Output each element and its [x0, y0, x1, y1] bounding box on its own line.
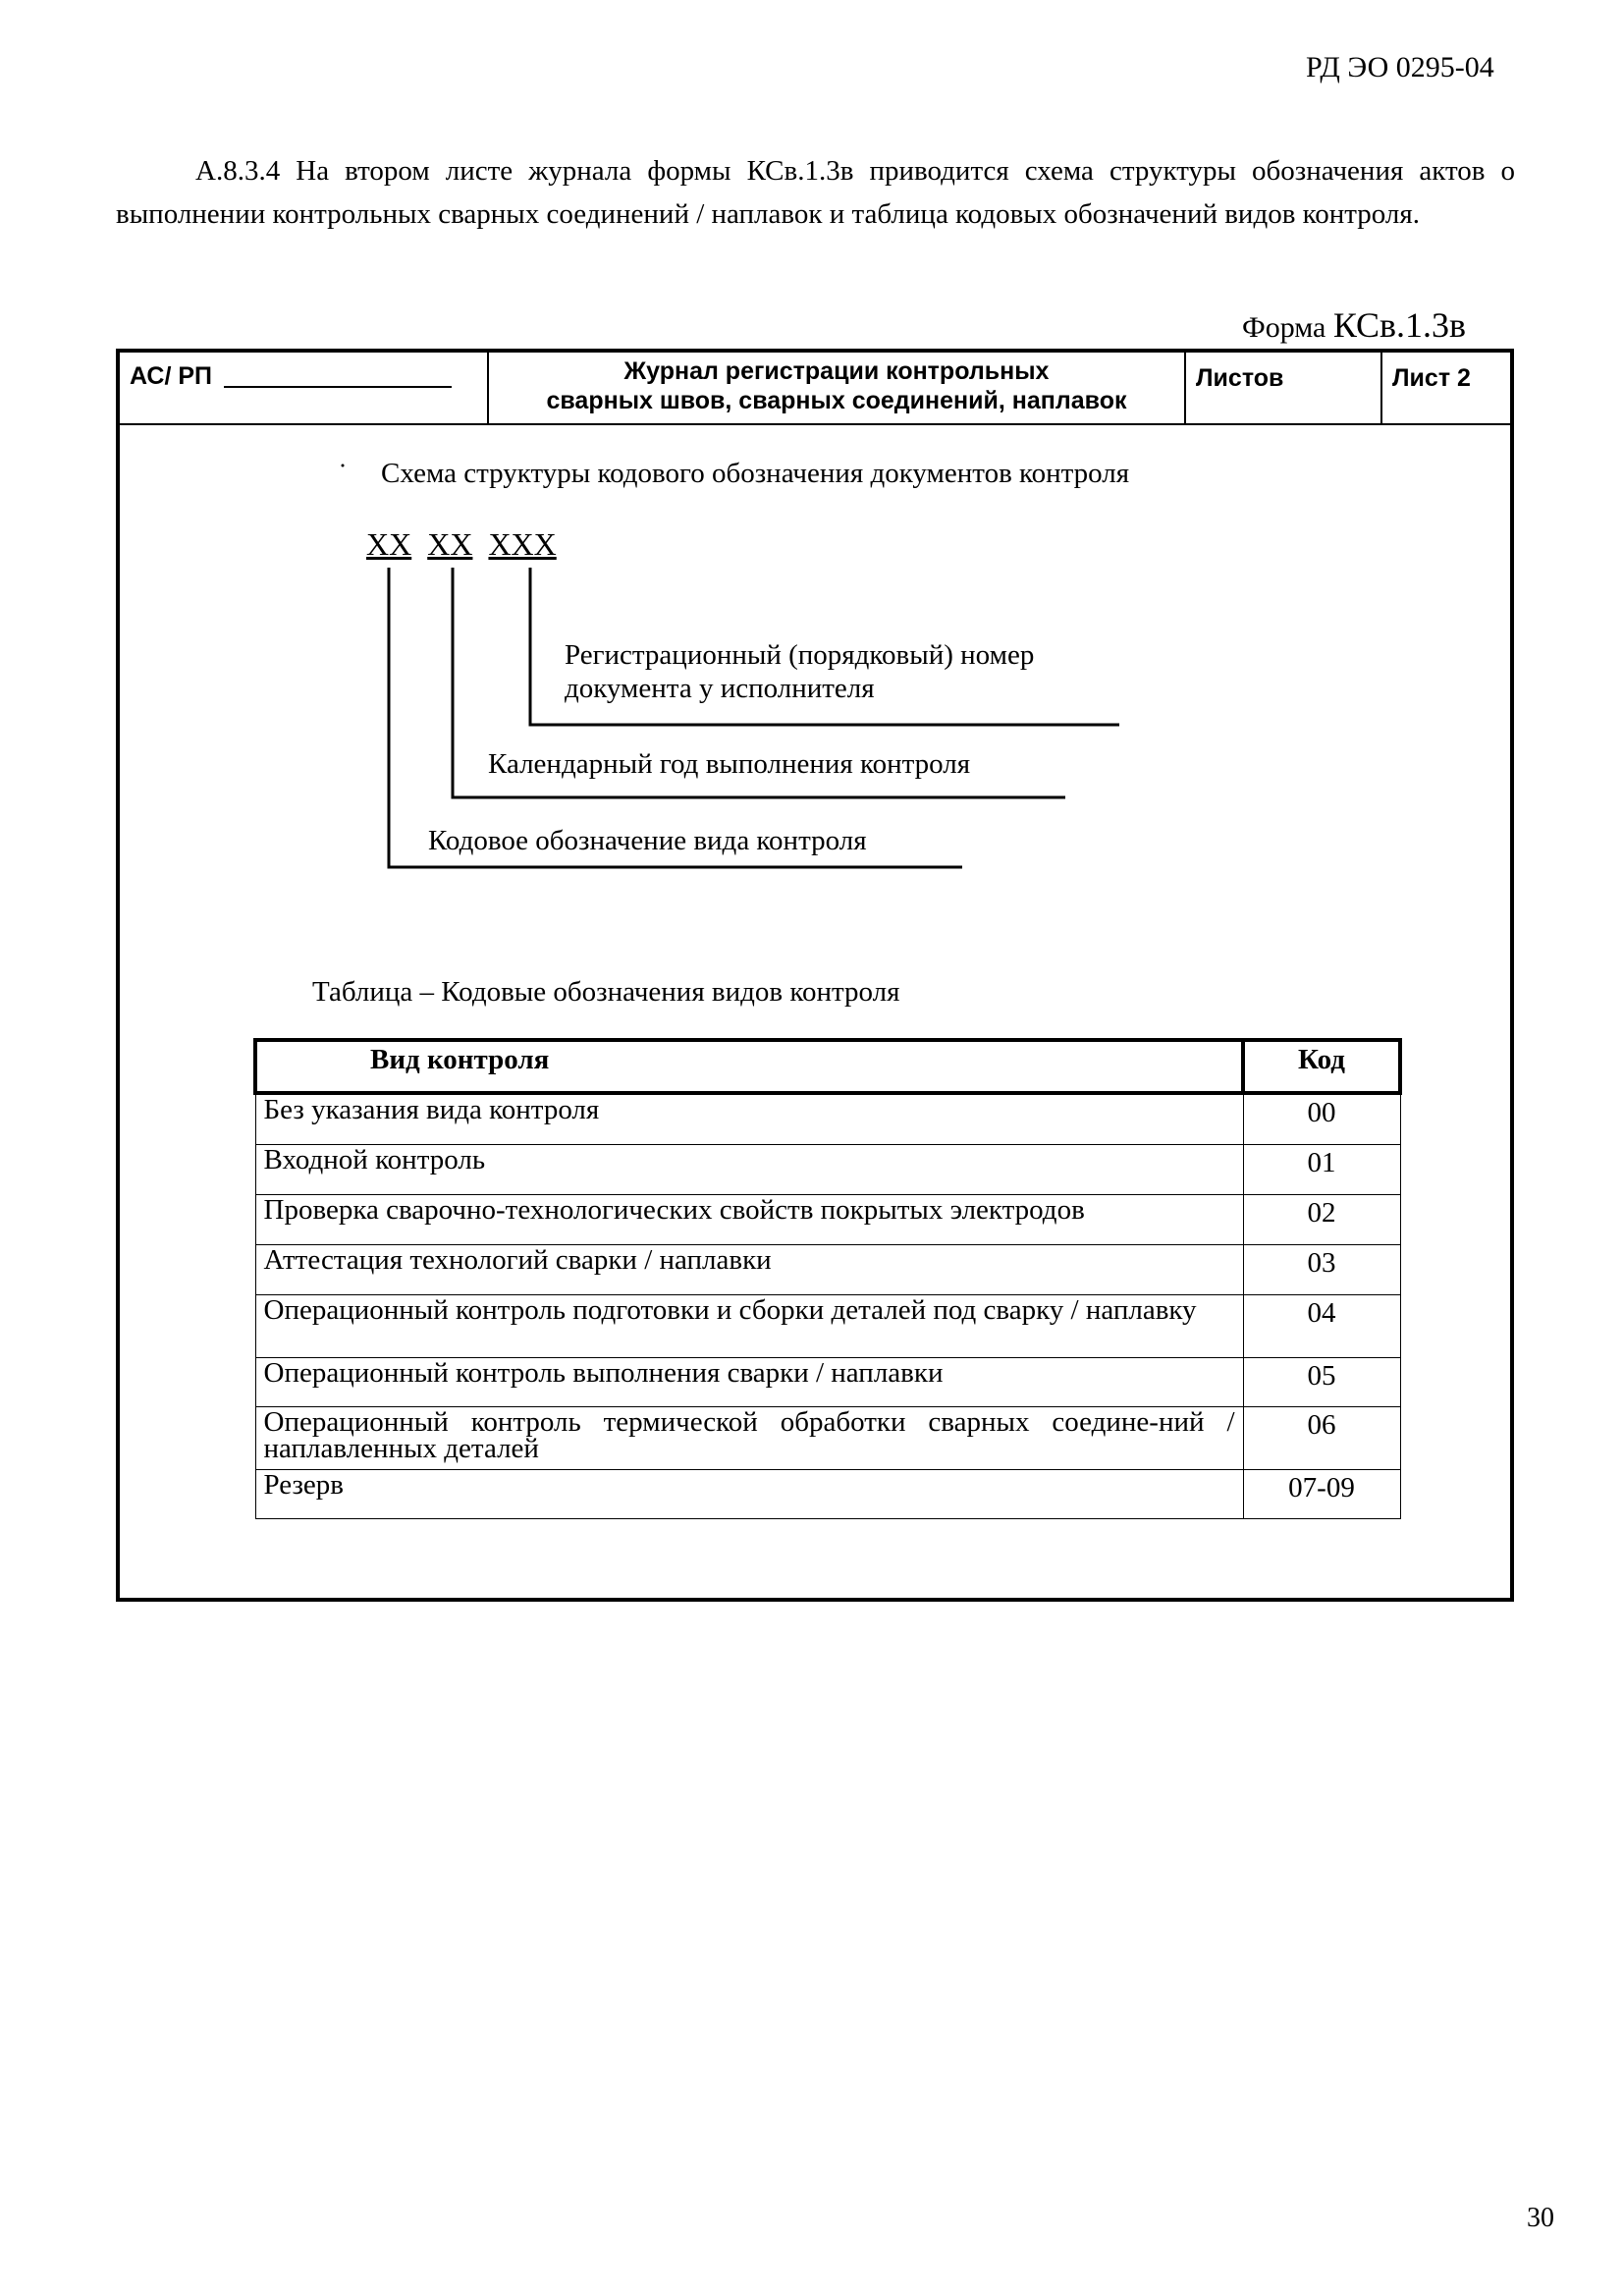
table-row [255, 1244, 1400, 1294]
form-label-prefix: Форма [1242, 311, 1333, 344]
cell-code: 05 [1243, 1357, 1400, 1406]
header-sheets: Листов [1186, 353, 1382, 423]
label-control-type: Кодовое обозначение вида контроля [428, 825, 867, 856]
cell-type: Проверка сварочно-технологических свойств покрытых электродов [255, 1194, 1243, 1244]
cell-code: 01 [1243, 1144, 1400, 1194]
cell-code: 02 [1243, 1194, 1400, 1244]
table-row [255, 1144, 1400, 1194]
as-rp-label: АС/ РП [130, 362, 213, 390]
cell-code: 07-09 [1243, 1469, 1400, 1518]
cell-type: Операционный контроль термической обработки сварных соедине-ний / наплавленных деталей [255, 1406, 1243, 1469]
label-registration-line1: Регистрационный (порядковый) номер [565, 639, 1035, 671]
table-header-row [255, 1040, 1400, 1093]
label-registration-number [565, 638, 1034, 705]
cell-type: Резерв [255, 1469, 1243, 1518]
header-title-line2: сварных швов, сварных соединений, наплавок [546, 387, 1127, 414]
document-id: РД ЭО 0295-04 [1306, 51, 1494, 83]
cell-code: 04 [1243, 1294, 1400, 1357]
table-row [255, 1093, 1400, 1144]
code-part-year: XX [427, 526, 473, 562]
cell-type: Аттестация технологий сварки / наплавки [255, 1244, 1243, 1294]
control-codes-table [253, 1038, 1402, 1519]
column-header-code: Код [1243, 1040, 1400, 1093]
label-registration-line2: документа у исполнителя [565, 673, 875, 704]
column-header-type: Вид контроля [255, 1040, 1243, 1093]
cell-type: Входной контроль [255, 1144, 1243, 1194]
cell-code: 03 [1243, 1244, 1400, 1294]
table-caption: Таблица – Кодовые обозначения видов контроля [312, 976, 900, 1008]
form-label-code: КСв.1.3в [1332, 305, 1466, 345]
cell-type: Операционный контроль подготовки и сборки деталей под сварку / наплавку [255, 1294, 1243, 1357]
cell-code: 06 [1243, 1406, 1400, 1469]
schema-title: Схема структуры кодового обозначения документов контроля [381, 458, 1130, 489]
table-row [255, 1294, 1400, 1357]
table-row [255, 1194, 1400, 1244]
stray-dot [342, 465, 345, 467]
table-row [255, 1357, 1400, 1406]
label-year: Календарный год выполнения контроля [488, 748, 971, 780]
header-sheet: Лист 2 [1392, 364, 1471, 392]
cell-type: Без указания вида контроля [255, 1093, 1243, 1144]
cell-type: Операционный контроль выполнения сварки / наплавки [255, 1357, 1243, 1406]
table-row [255, 1469, 1400, 1518]
code-part-number: XXX [488, 526, 557, 562]
leader-type [389, 568, 962, 867]
cell-code: 00 [1243, 1093, 1400, 1144]
page-number: 30 [1527, 2203, 1554, 2233]
header-title-line1: Журнал регистрации контрольных [623, 357, 1050, 385]
table-row [255, 1406, 1400, 1469]
code-part-type: XX [366, 526, 412, 562]
intro-paragraph: А.8.3.4 На втором листе журнала формы КСв.1.3в приводится схема структуры обозначения актов о выполнении контрольных сварных соединений / наплавок и таблица кодовых обозначений видов контроля. [116, 155, 1515, 230]
